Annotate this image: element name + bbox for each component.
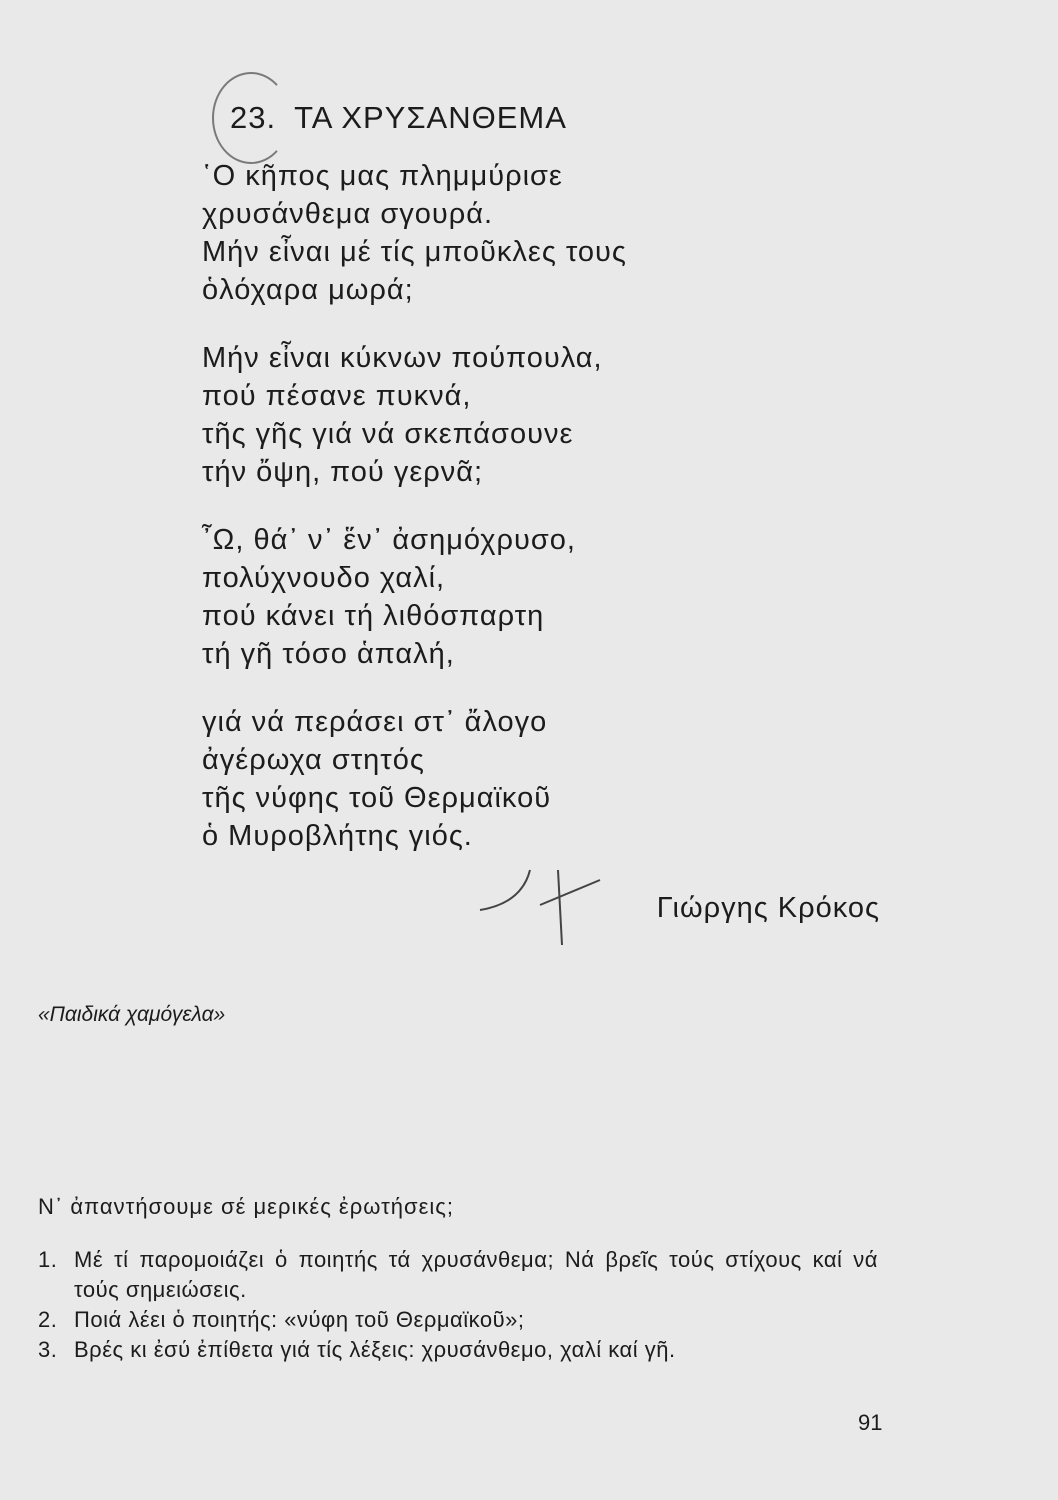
poem-line: ῾Ο κῆπος μας πλημμύρισε [202, 160, 563, 192]
poem-stanza [202, 339, 627, 491]
poem-line: ῏Ω, θά᾽ ν᾽ ἕν᾽ ἀσημόχρυσο, [202, 524, 576, 556]
poem-stanza [202, 157, 627, 309]
question-item [38, 1335, 878, 1365]
question-text: Μέ τί παρομοιάζει ὁ ποιητής τά χρυσάνθεμα; Νά βρεῖς τούς στίχους καί νά τούς σημειώσεις. [74, 1247, 878, 1302]
pencil-signature-mark [470, 850, 610, 950]
poem-title-text: ΤΑ ΧΡΥΣΑΝΘΕΜΑ [294, 100, 567, 135]
author-name: Γιώργης Κρόκος [656, 892, 880, 924]
page-number: 91 [858, 1410, 883, 1435]
question-number: 1. [38, 1247, 58, 1272]
question-item [38, 1305, 878, 1335]
question-item [38, 1245, 878, 1305]
poem-line: τῆς νύφης τοῦ Θερμαϊκοῦ [202, 782, 552, 814]
poem-line: τή γῆ τόσο ἁπαλή, [202, 638, 455, 670]
poem-stanza [202, 521, 627, 673]
poem-line: τῆς γῆς γιά νά σκεπάσουνε [202, 418, 574, 450]
question-text: Ποιά λέει ὁ ποιητής: «νύφη τοῦ Θερμαϊκοῦ»; [74, 1307, 525, 1332]
poem-line: γιά νά περάσει στ᾽ ἄλογο [202, 706, 548, 738]
poem-stanza [202, 703, 627, 855]
poem-line: ἀγέρωχα στητός [202, 744, 425, 776]
question-number: 3. [38, 1337, 58, 1362]
poem-line: πού κάνει τή λιθόσπαρτη [202, 600, 545, 632]
poem-line: χρυσάνθεμα σγουρά. [202, 198, 494, 230]
poem-line: Μήν εἶναι κύκνων πούπουλα, [202, 342, 603, 374]
poem-number: 23. [230, 100, 277, 135]
poem-line: τήν ὄψη, πού γερνᾶ; [202, 456, 484, 488]
poem-line: πού πέσανε πυκνά, [202, 380, 472, 412]
poem-title [230, 100, 567, 136]
poem-body [202, 157, 627, 855]
question-text: Βρές κι ἐσύ ἐπίθετα γιά τίς λέξεις: χρυσάνθεμο, χαλί καί γῆ. [74, 1337, 676, 1362]
poem-line: ὁλόχαρα μωρά; [202, 274, 414, 306]
questions-list [38, 1245, 878, 1365]
poem-line: ὁ Μυροβλήτης γιός. [202, 820, 473, 852]
poem-line: πολύχνουδο χαλί, [202, 562, 446, 594]
questions-heading: Ν᾽ ἀπαντήσουμε σέ μερικές ἐρωτήσεις; [38, 1194, 455, 1219]
question-number: 2. [38, 1307, 58, 1332]
poem-line: Μήν εἶναι μέ τίς μποῦκλες τους [202, 236, 627, 268]
source-citation: «Παιδικά χαμόγελα» [38, 1003, 226, 1026]
